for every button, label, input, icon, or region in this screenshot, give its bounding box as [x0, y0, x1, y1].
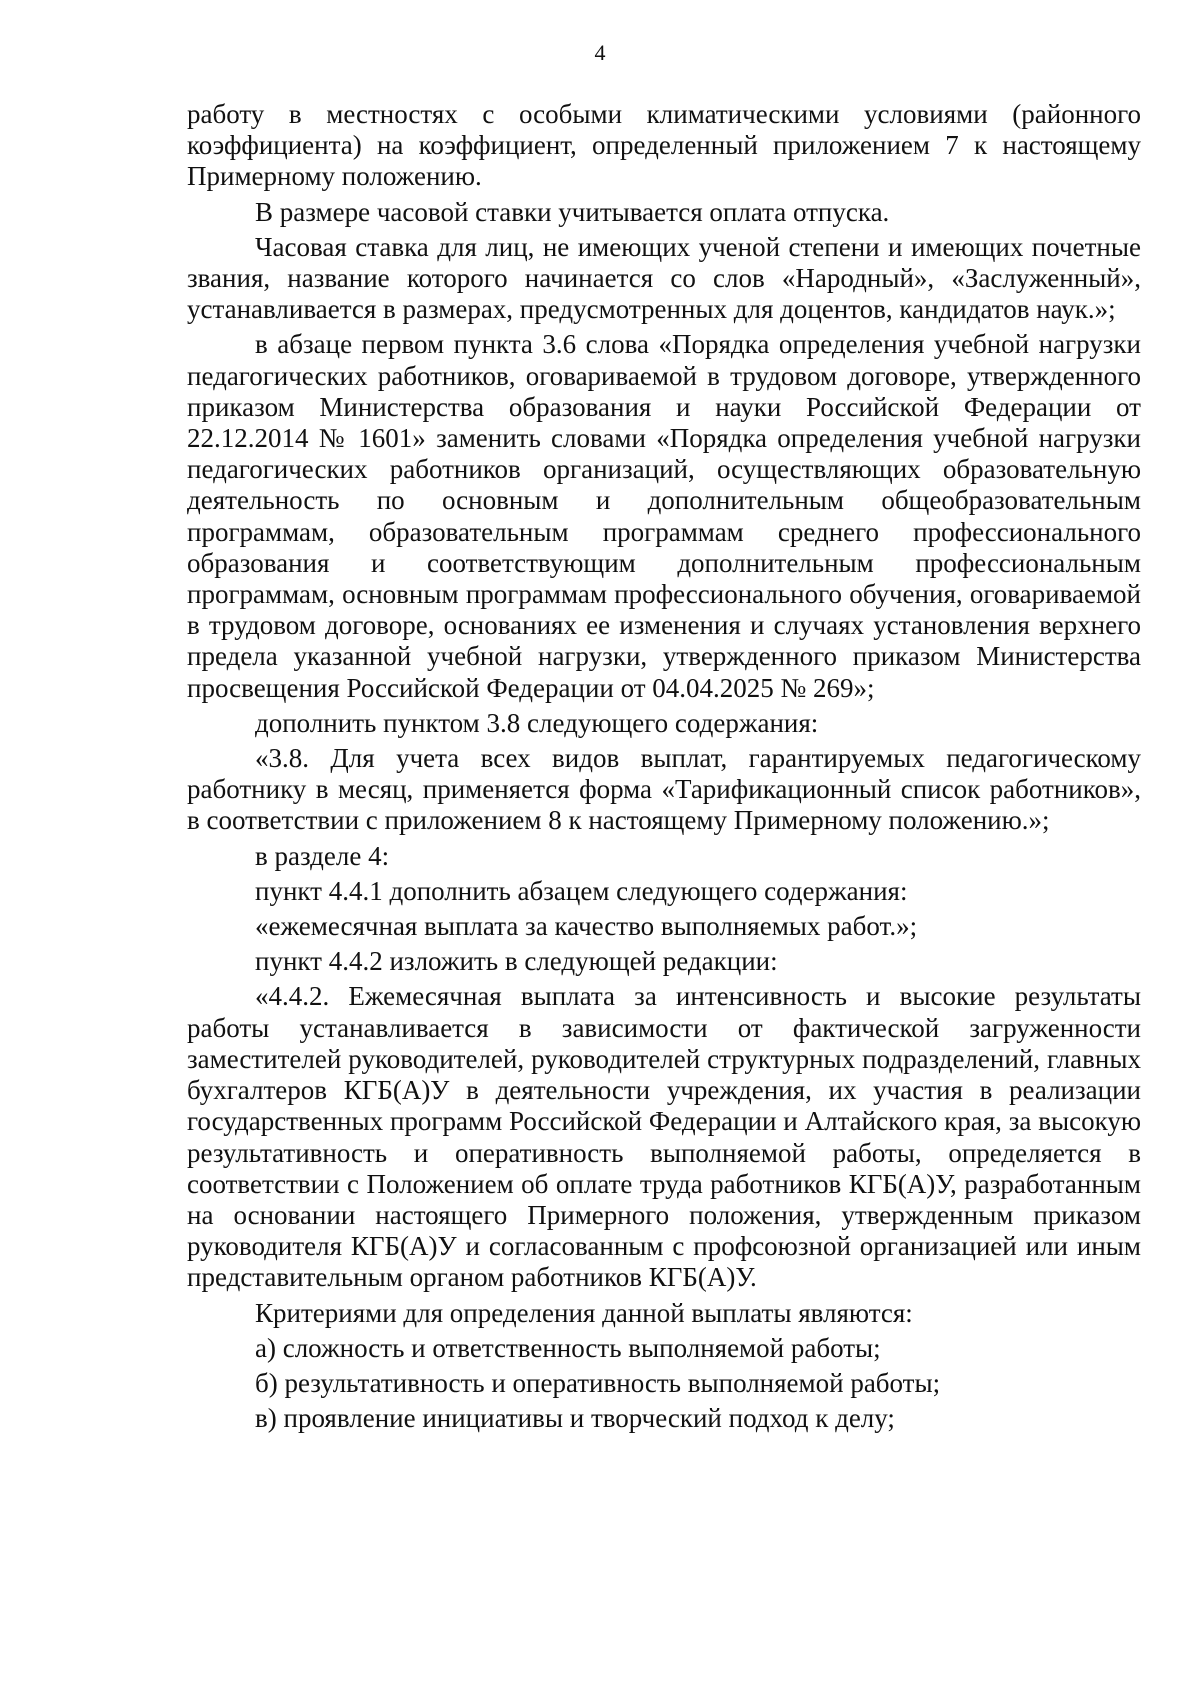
paragraph: «ежемесячная выплата за качество выполняемых работ.»; — [255, 911, 918, 942]
paragraph: «4.4.2. Ежемесячная выплата за интенсивность и высокие результаты работы устанавливается в зависимости от фактической загруженности заместителей руководителей, руководителей структурных подразделений, главных бухгалтеров КГБ(А)У в деятельности учреждения, их участия в реализации государственных программ Российской Федерации и Алтайского края, за высокую результативность и оперативность выполняемой работы, определяется в соответствии с Положением об оплате труда работников КГБ(А)У, разработанным на основании настоящего Примерного положения, утвержденным приказом руководителя КГБ(А)У и согласованным с профсоюзной организацией или иным представительным органом работников КГБ(А)У. — [187, 981, 1141, 1293]
document-body — [187, 99, 1141, 1434]
list-item: а) сложность и ответственность выполняемой работы; — [255, 1332, 881, 1363]
paragraph: работу в местностях с особыми климатическими условиями (районного коэффициента) на коэффициент, определенный приложением 7 к настоящему Примерному положению. — [187, 99, 1141, 192]
list-item: в) проявление инициативы и творческий подход к делу; — [255, 1403, 895, 1434]
paragraph: «3.8. Для учета всех видов выплат, гарантируемых педагогическому работнику в месяц, применяется форма «Тарификационный список работников», в соответствии с приложением 8 к настоящему Примерному положению.»; — [187, 743, 1141, 836]
page-number: 4 — [594, 40, 606, 65]
paragraph: в разделе 4: — [255, 840, 390, 871]
list-item: б) результативность и оперативность выполняемой работы; — [255, 1367, 941, 1398]
paragraph: пункт 4.4.1 дополнить абзацем следующего содержания: — [255, 875, 908, 906]
paragraph: Часовая ставка для лиц, не имеющих ученой степени и имеющих почетные звания, название которого начинается со слов «Народный», «Заслуженный», устанавливается в размерах, предусмотренных для доцентов, кандидатов наук.»; — [187, 231, 1141, 325]
paragraph: Критериями для определения данной выплаты являются: — [255, 1297, 913, 1328]
paragraph: В размере часовой ставки учитывается оплата отпуска. — [255, 196, 890, 227]
paragraph: в абзаце первом пункта 3.6 слова «Порядка определения учебной нагрузки педагогических работников, оговариваемой в трудовом договоре, утвержденного приказом Министерства образования и науки Российской Федерации от 22.12.2014 № 1601» заменить словами «Порядка определения учебной нагрузки педагогических работников организаций, осуществляющих образовательную деятельность по основным и дополнительным общеобразовательным программам, образовательным программам среднего профессионального образования и соответствующим дополнительным профессиональным программам, основным программам профессионального обучения, оговариваемой в трудовом договоре, основаниях ее изменения и случаях установления верхнего предела указанной учебной нагрузки, утвержденного приказом Министерства просвещения Российской Федерации от 04.04.2025 № 269»; — [187, 329, 1141, 703]
paragraph: дополнить пунктом 3.8 следующего содержания: — [255, 707, 819, 738]
paragraph: пункт 4.4.2 изложить в следующей редакции: — [255, 946, 778, 977]
